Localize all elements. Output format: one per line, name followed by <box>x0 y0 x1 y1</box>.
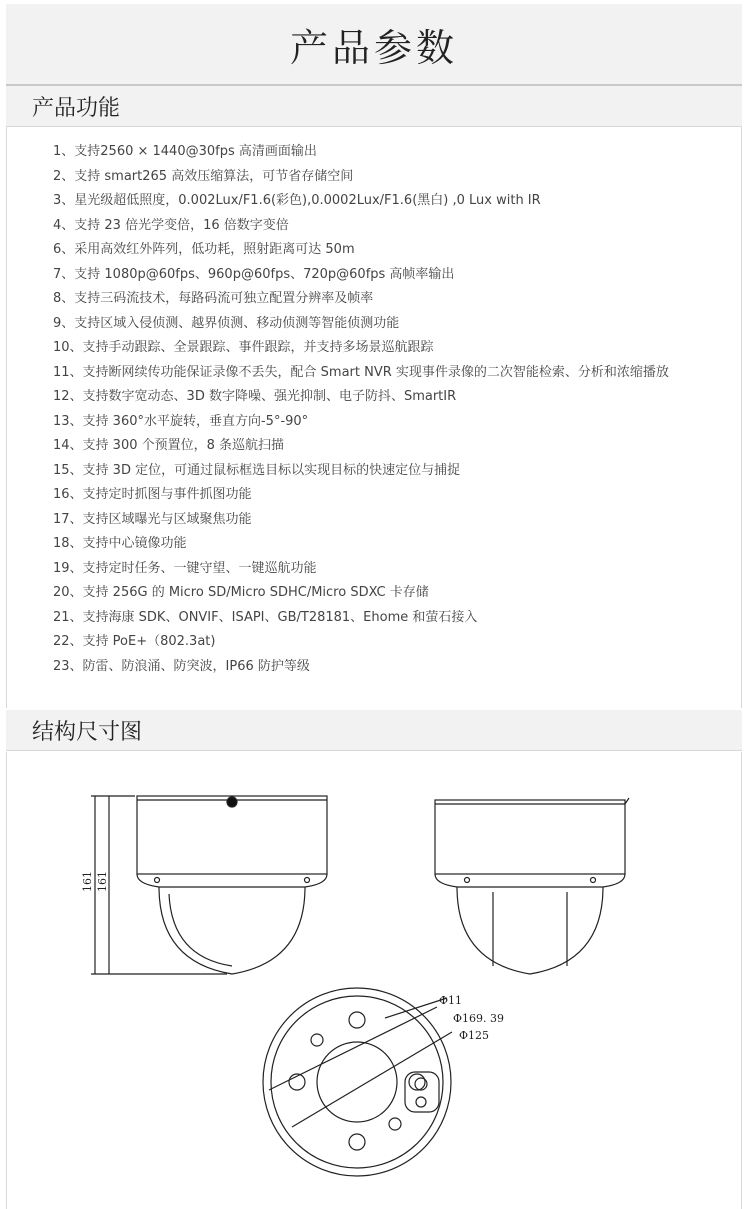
page-title-bar <box>6 4 742 87</box>
height-dimension-inner: 161 <box>96 871 109 892</box>
features-section-header <box>6 86 742 127</box>
feature-item: 10、支持手动跟踪、全景跟踪、事件跟踪，并支持多场景巡航跟踪 <box>53 340 434 355</box>
feature-item: 13、支持 360°水平旋转，垂直方向-5°-90° <box>53 413 309 429</box>
page-title: 产品参数 <box>289 25 458 70</box>
outer-diameter-label: Φ169. 39 <box>453 1012 505 1025</box>
dimension-drawing <box>7 752 741 1209</box>
camera-side-view <box>91 796 327 974</box>
feature-list <box>7 126 741 679</box>
feature-item: 15、支持 3D 定位，可通过鼠标框选目标以实现目标的快速定位与捕捉 <box>53 462 461 478</box>
feature-item: 3、星光级超低照度，0.002Lux/F1.6(彩色),0.0002Lux/F1.6(黑白) ,0 Lux with IR <box>53 193 541 208</box>
feature-item: 11、支持断网续传功能保证录像不丢失，配合 Smart NVR 实现事件录像的二次智能检索、分析和浓缩播放 <box>53 364 669 380</box>
feature-item: 2、支持 smart265 高效压缩算法，可节省存储空间 <box>53 168 354 184</box>
features-heading: 产品功能 <box>32 95 121 121</box>
feature-item: 12、支持数字宽动态、3D 数字降噪、强光抑制、电子防抖、SmartIR <box>53 389 457 404</box>
height-dimension-outer: 161 <box>81 871 94 892</box>
hole-diameter-label: Φ11 <box>439 994 463 1007</box>
dimension-drawing-panel <box>6 752 742 1209</box>
feature-item: 6、采用高效红外阵列，低功耗，照射距离可达 50m <box>53 242 355 257</box>
feature-item: 14、支持 300 个预置位，8 条巡航扫描 <box>53 438 285 453</box>
inner-diameter-label: Φ125 <box>459 1029 490 1042</box>
feature-item: 7、支持 1080p@60fps、960p@60fps、720p@60fps 高帧率输出 <box>53 266 455 282</box>
feature-item: 9、支持区域入侵侦测、越界侦测、移动侦测等智能侦测功能 <box>53 315 400 331</box>
feature-item: 18、支持中心镜像功能 <box>53 536 187 551</box>
feature-item: 4、支持 23 倍光学变倍，16 倍数字变倍 <box>53 217 289 233</box>
features-panel <box>6 126 742 708</box>
camera-bottom-view <box>263 988 452 1176</box>
structure-heading: 结构尺寸图 <box>32 719 143 745</box>
feature-item: 21、支持海康 SDK、ONVIF、ISAPI、GB/T28181、Ehome 和萤石接入 <box>53 609 478 625</box>
structure-section-header <box>6 710 742 751</box>
feature-item: 19、支持定时任务、一键守望、一键巡航功能 <box>53 560 317 576</box>
feature-item: 17、支持区域曝光与区域聚焦功能 <box>53 511 252 527</box>
feature-item: 22、支持 PoE+（802.3at) <box>53 634 216 649</box>
camera-front-view <box>435 798 629 974</box>
feature-item: 20、支持 256G 的 Micro SD/Micro SDHC/Micro SDXC 卡存储 <box>53 585 429 600</box>
feature-item: 23、防雷、防浪涌、防突波，IP66 防护等级 <box>53 658 310 674</box>
feature-item: 16、支持定时抓图与事件抓图功能 <box>53 487 252 502</box>
feature-item: 1、支持2560 × 1440@30fps 高清画面输出 <box>53 144 317 159</box>
feature-item: 8、支持三码流技术，每路码流可独立配置分辨率及帧率 <box>53 291 374 306</box>
